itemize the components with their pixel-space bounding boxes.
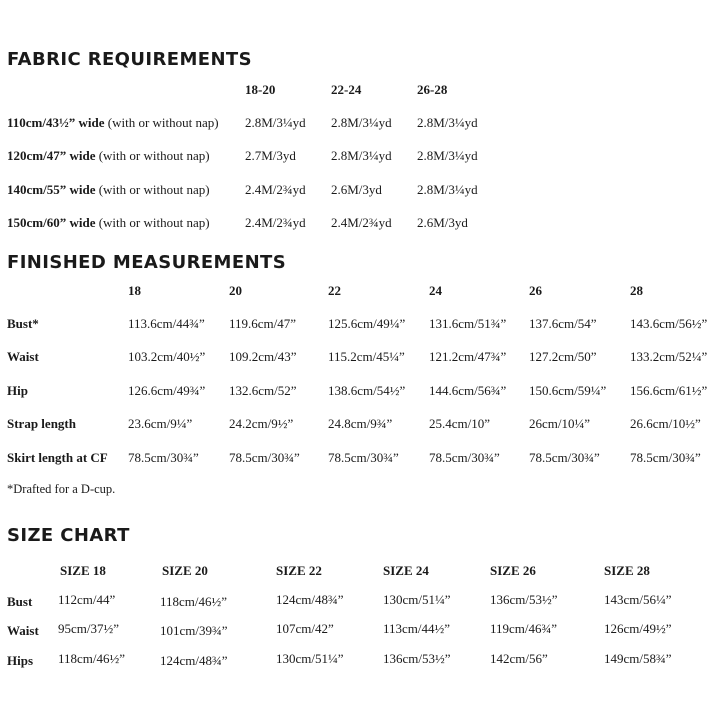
fabric-header-18-20: 18-20 [245,82,276,97]
finished-cell: 24.8cm/9¾” [328,416,393,431]
size-cell: 142cm/56” [490,651,548,666]
size-cell: 107cm/42” [276,621,334,636]
finished-cell: 121.2cm/47¾” [429,349,507,364]
fabric-header-26-28: 26-28 [417,82,448,97]
finished-header-28: 28 [630,283,643,298]
fabric-cell: 2.7M/3yd [245,148,296,163]
finished-header-26: 26 [529,283,542,298]
size-cell: 126cm/49½” [604,621,672,636]
finished-cell: 78.5cm/30¾” [429,450,500,465]
finished-cell: 23.6cm/9¼” [128,416,193,431]
fabric-cell: 2.8M/3¼yd [245,115,306,130]
finished-cell: 126.6cm/49¾” [128,383,206,398]
size-cell: 112cm/44” [58,592,116,607]
fabric-header-22-24: 22-24 [331,82,362,97]
finished-cell: 26.6cm/10½” [630,416,701,431]
size-chart-title: SIZE CHART [7,525,130,546]
fabric-nap-note: (with or without nap) [95,215,210,230]
size-cell: 149cm/58¾” [604,651,672,666]
finished-header-22: 22 [328,283,341,298]
size-cell: 113cm/44½” [383,621,451,636]
size-row-label-bust: Bust [7,594,33,609]
finished-cell: 156.6cm/61½” [630,383,708,398]
finished-cell: 26cm/10¼” [529,416,591,431]
finished-cell: 78.5cm/30¾” [229,450,300,465]
fabric-requirements-title: FABRIC REQUIREMENTS [7,49,252,70]
finished-cell: 143.6cm/56½” [630,316,708,331]
fabric-cell: 2.8M/3¼yd [331,148,392,163]
size-row-label-hips: Hips [7,653,34,668]
finished-cell: 113.6cm/44¾” [128,316,205,331]
fabric-nap-note: (with or without nap) [95,148,210,163]
size-header-28: SIZE 28 [604,563,650,578]
fabric-width: 120cm/47” wide [7,148,96,163]
finished-cell: 78.5cm/30¾” [529,450,600,465]
finished-cell: 78.5cm/30¾” [630,450,701,465]
size-cell: 130cm/51¼” [276,651,344,666]
fabric-nap-note: (with or without nap) [104,115,219,130]
finished-cell: 78.5cm/30¾” [128,450,199,465]
fabric-width: 150cm/60” wide [7,215,96,230]
size-row-label-waist: Waist [7,623,39,638]
size-header-24: SIZE 24 [383,563,429,578]
finished-cell: 131.6cm/51¾” [429,316,507,331]
size-cell: 130cm/51¼” [383,592,451,607]
finished-cell: 127.2cm/50” [529,349,597,364]
finished-cell: 78.5cm/30¾” [328,450,399,465]
size-header-22: SIZE 22 [276,563,322,578]
size-cell: 124cm/48¾” [276,592,344,607]
finished-cell: 119.6cm/47” [229,316,297,331]
finished-cell: 138.6cm/54½” [328,383,406,398]
size-header-18: SIZE 18 [60,563,106,578]
finished-cell: 25.4cm/10” [429,416,491,431]
finished-row-label-waist: Waist [7,349,39,364]
size-header-20: SIZE 20 [162,563,208,578]
fabric-cell: 2.8M/3¼yd [417,182,478,197]
fabric-cell: 2.8M/3¼yd [417,148,478,163]
size-cell: 119cm/46¾” [490,621,558,636]
fabric-row-label [7,215,210,231]
fabric-row-label [7,148,210,164]
finished-header-18: 18 [128,283,141,298]
size-cell: 124cm/48¾” [160,653,228,668]
fabric-cell: 2.4M/2¾yd [245,215,306,230]
finished-cell: 103.2cm/40½” [128,349,206,364]
fabric-cell: 2.8M/3¼yd [331,115,392,130]
finished-measurements-title: FINISHED MEASUREMENTS [7,252,287,273]
fabric-cell: 2.4M/2¾yd [331,215,392,230]
size-cell: 101cm/39¾” [160,623,228,638]
fabric-row-label [7,115,219,131]
size-cell: 136cm/53½” [383,651,451,666]
finished-row-label-hip: Hip [7,383,28,398]
finished-cell: 125.6cm/49¼” [328,316,406,331]
size-header-26: SIZE 26 [490,563,536,578]
fabric-cell: 2.8M/3¼yd [417,115,478,130]
finished-cell: 133.2cm/52¼” [630,349,708,364]
size-cell: 136cm/53½” [490,592,558,607]
size-cell: 118cm/46½” [160,594,228,609]
finished-cell: 150.6cm/59¼” [529,383,607,398]
fabric-width: 140cm/55” wide [7,182,96,197]
finished-header-20: 20 [229,283,242,298]
finished-row-label-strap: Strap length [7,416,76,431]
finished-header-24: 24 [429,283,442,298]
fabric-cell: 2.6M/3yd [331,182,382,197]
size-cell: 143cm/56¼” [604,592,672,607]
size-cell: 95cm/37½” [58,621,120,636]
size-cell: 118cm/46½” [58,651,126,666]
finished-cell: 132.6cm/52” [229,383,297,398]
finished-cell: 24.2cm/9½” [229,416,294,431]
fabric-row-label [7,182,210,198]
finished-row-label-bust: Bust* [7,316,39,331]
finished-cell: 115.2cm/45¼” [328,349,405,364]
finished-cell: 137.6cm/54” [529,316,597,331]
finished-row-label-skirt: Skirt length at CF [7,450,108,465]
fabric-cell: 2.6M/3yd [417,215,468,230]
finished-cell: 109.2cm/43” [229,349,297,364]
fabric-nap-note: (with or without nap) [95,182,210,197]
fabric-cell: 2.4M/2¾yd [245,182,306,197]
finished-cell: 144.6cm/56¾” [429,383,507,398]
fabric-width: 110cm/43½” wide [7,115,105,130]
finished-footnote: *Drafted for a D-cup. [7,482,116,496]
